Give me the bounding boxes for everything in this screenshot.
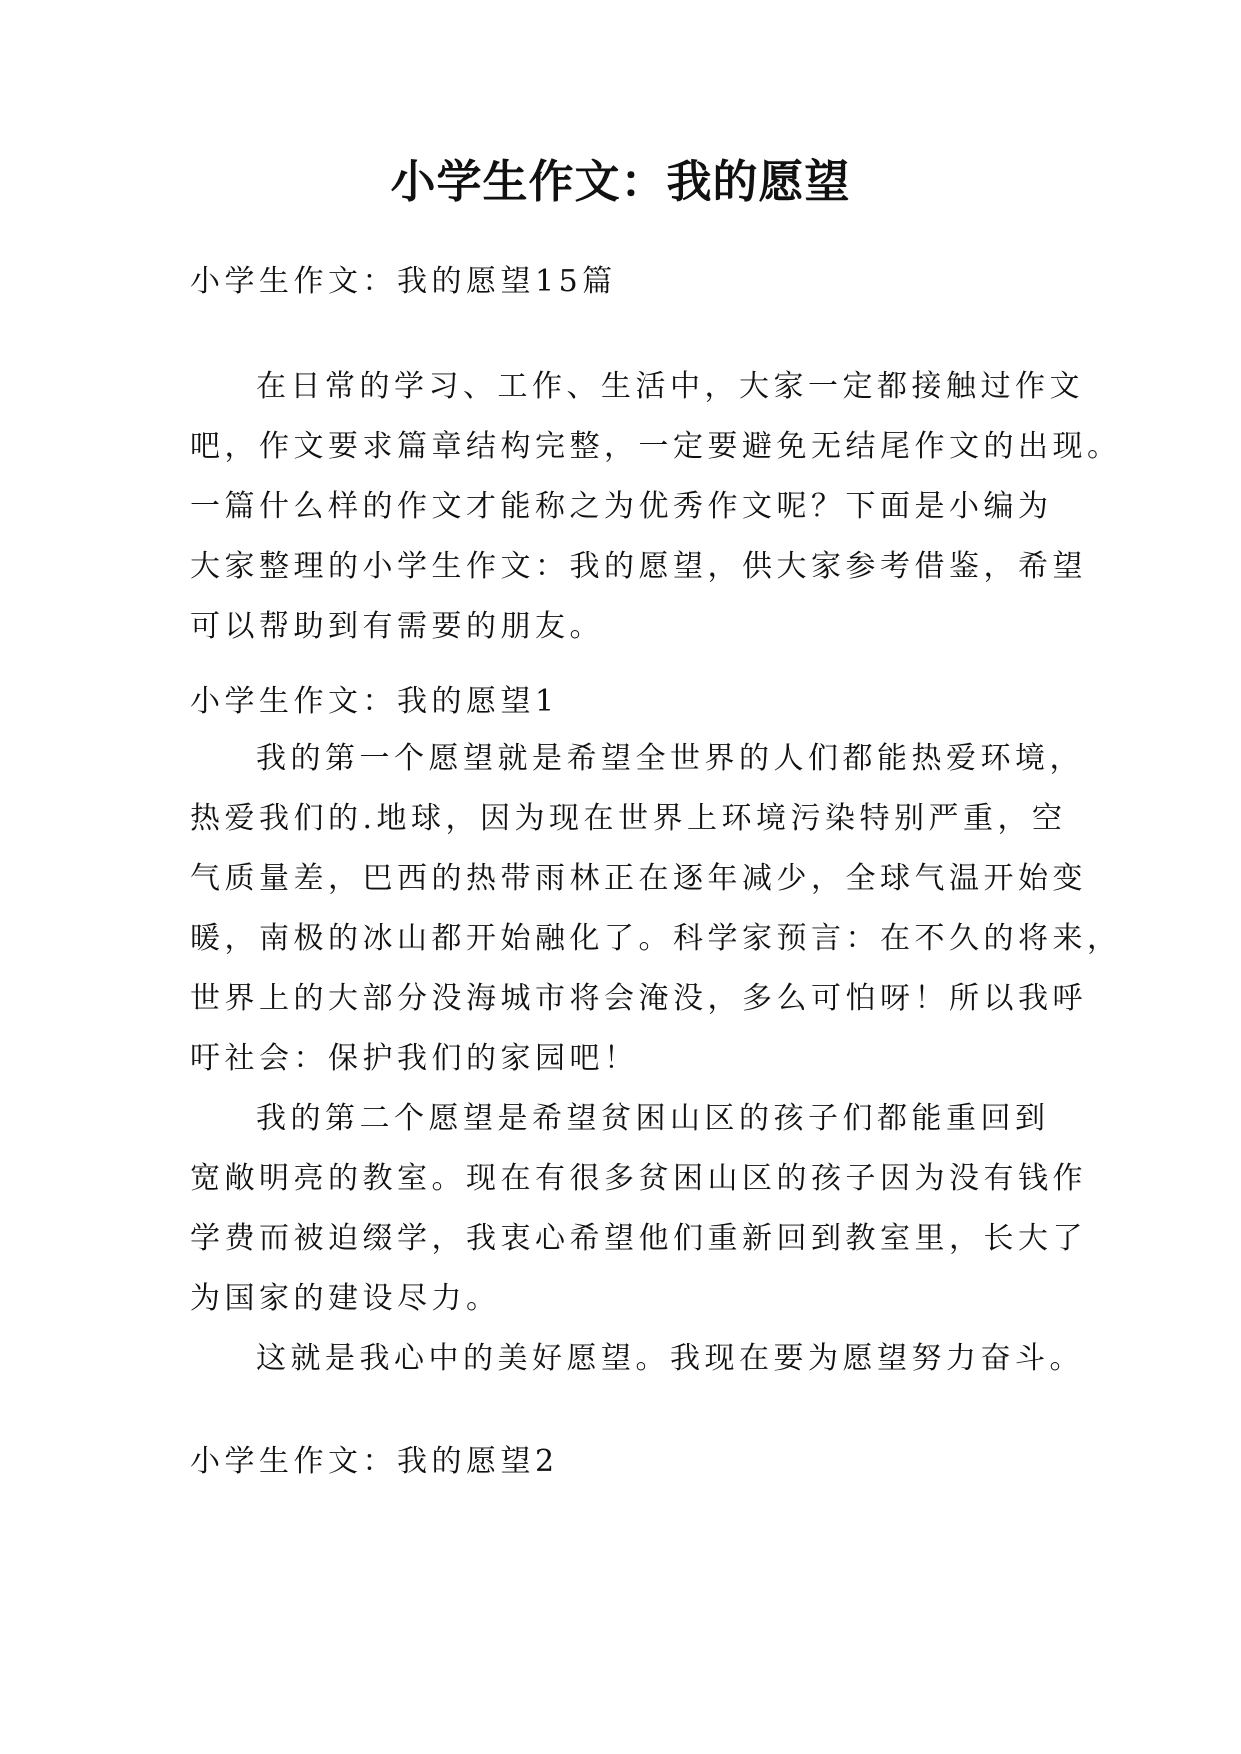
essay-1-paragraph-2: [190, 1089, 1087, 1329]
page-title: 小学生作文：我的愿望: [390, 155, 851, 208]
intro-paragraph: [190, 357, 1122, 657]
text-line: 一篇什么样的作文才能称之为优秀作文呢？下面是小编为: [190, 489, 1053, 524]
essay-2-heading: 小学生作文：我的愿望2: [190, 1444, 559, 1479]
essay-1-paragraph-3: [190, 1329, 1084, 1389]
text-line: 吁社会：保护我们的家园吧！: [190, 1041, 639, 1076]
text-line: 热爱我们的.地球，因为现在世界上环境污染特别严重，空: [190, 801, 1067, 836]
document-subtitle: 小学生作文：我的愿望15篇: [190, 264, 617, 299]
essay-1-paragraph-1: [190, 729, 1122, 1089]
text-line: 我的第一个愿望就是希望全世界的人们都能热爱环境，: [256, 741, 1084, 776]
text-line: 为国家的建设尽力。: [190, 1281, 501, 1316]
essay-1-heading: 小学生作文：我的愿望1: [190, 684, 559, 719]
text-line: 世界上的大部分没海城市将会淹没，多么可怕呀！所以我呼: [190, 981, 1087, 1016]
text-line: 大家整理的小学生作文：我的愿望，供大家参考借鉴，希望: [190, 549, 1087, 584]
text-line: 暖，南极的冰山都开始融化了。科学家预言：在不久的将来，: [190, 921, 1122, 956]
text-line: 在日常的学习、工作、生活中，大家一定都接触过作文: [256, 369, 1084, 404]
text-line: 气质量差，巴西的热带雨林正在逐年减少，全球气温开始变: [190, 861, 1087, 896]
text-line: 我的第二个愿望是希望贫困山区的孩子们都能重回到: [256, 1101, 1050, 1136]
text-line: 这就是我心中的美好愿望。我现在要为愿望努力奋斗。: [256, 1341, 1084, 1376]
text-line: 吧，作文要求篇章结构完整，一定要避免无结尾作文的出现。: [190, 429, 1122, 464]
text-line: 学费而被迫缀学，我衷心希望他们重新回到教室里，长大了: [190, 1221, 1087, 1256]
text-line: 宽敞明亮的教室。现在有很多贫困山区的孩子因为没有钱作: [190, 1161, 1087, 1196]
text-line: 可以帮助到有需要的朋友。: [190, 609, 604, 644]
